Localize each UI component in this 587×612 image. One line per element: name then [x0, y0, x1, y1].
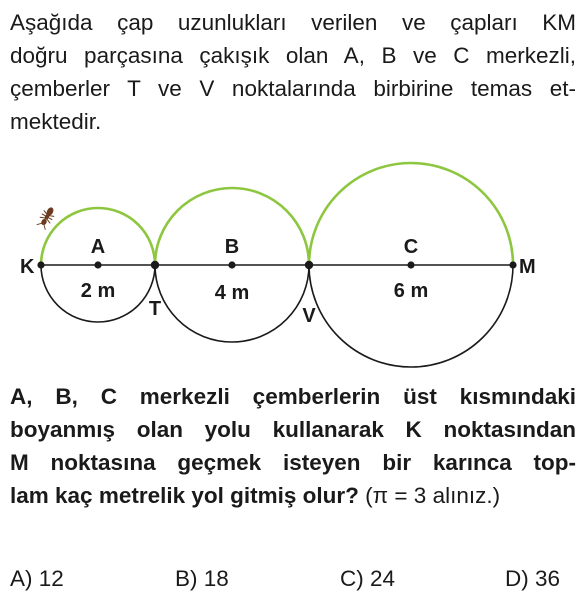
intro-line: doğru parçasına çakışık olan A, B ve C merkezli,	[10, 43, 576, 68]
label-c: C	[403, 236, 419, 258]
point-c	[407, 261, 414, 268]
question-line: lam kaç metrelik yol gitmiş olur?	[10, 483, 359, 508]
option-d[interactable]: D) 36	[505, 566, 561, 591]
question-line-last	[10, 479, 576, 512]
question-text	[10, 380, 576, 512]
point-m	[509, 261, 516, 268]
point-a	[94, 261, 101, 268]
label-b: B	[224, 236, 240, 258]
question-line: boyanmış olan yolu kullanarak K noktasından	[10, 417, 576, 442]
point-b	[228, 261, 235, 268]
point-t	[151, 261, 159, 269]
question-line: M noktasına geçmek isteyen bir karınca top-	[10, 450, 576, 475]
intro-line: Aşağıda çap uzunlukları verilen ve çapları KM	[10, 10, 576, 35]
question-intro	[10, 6, 576, 138]
point-k	[37, 261, 44, 268]
option-a[interactable]: A) 12	[10, 566, 64, 591]
question-line: A, B, C merkezli çemberlerin üst kısmındaki	[10, 384, 576, 409]
label-v: V	[302, 305, 316, 327]
point-v	[305, 261, 313, 269]
diameter-a: 2 m	[80, 280, 116, 302]
ant-icon	[36, 205, 58, 230]
label-m: M	[519, 256, 536, 278]
intro-line: mektedir.	[10, 109, 102, 134]
label-t: T	[148, 298, 162, 320]
label-a: A	[90, 236, 106, 258]
diameter-c: 6 m	[393, 280, 429, 302]
intro-line: çemberler T ve V noktalarında birbirine temas et-	[10, 76, 576, 101]
diameter-b: 4 m	[214, 282, 250, 304]
label-k: K	[20, 256, 35, 278]
option-c[interactable]: C) 24	[340, 566, 396, 591]
circles-figure	[0, 160, 587, 390]
answer-options	[10, 566, 576, 600]
pi-note: (π = 3 alınız.)	[365, 483, 501, 508]
option-b[interactable]: B) 18	[175, 566, 229, 591]
